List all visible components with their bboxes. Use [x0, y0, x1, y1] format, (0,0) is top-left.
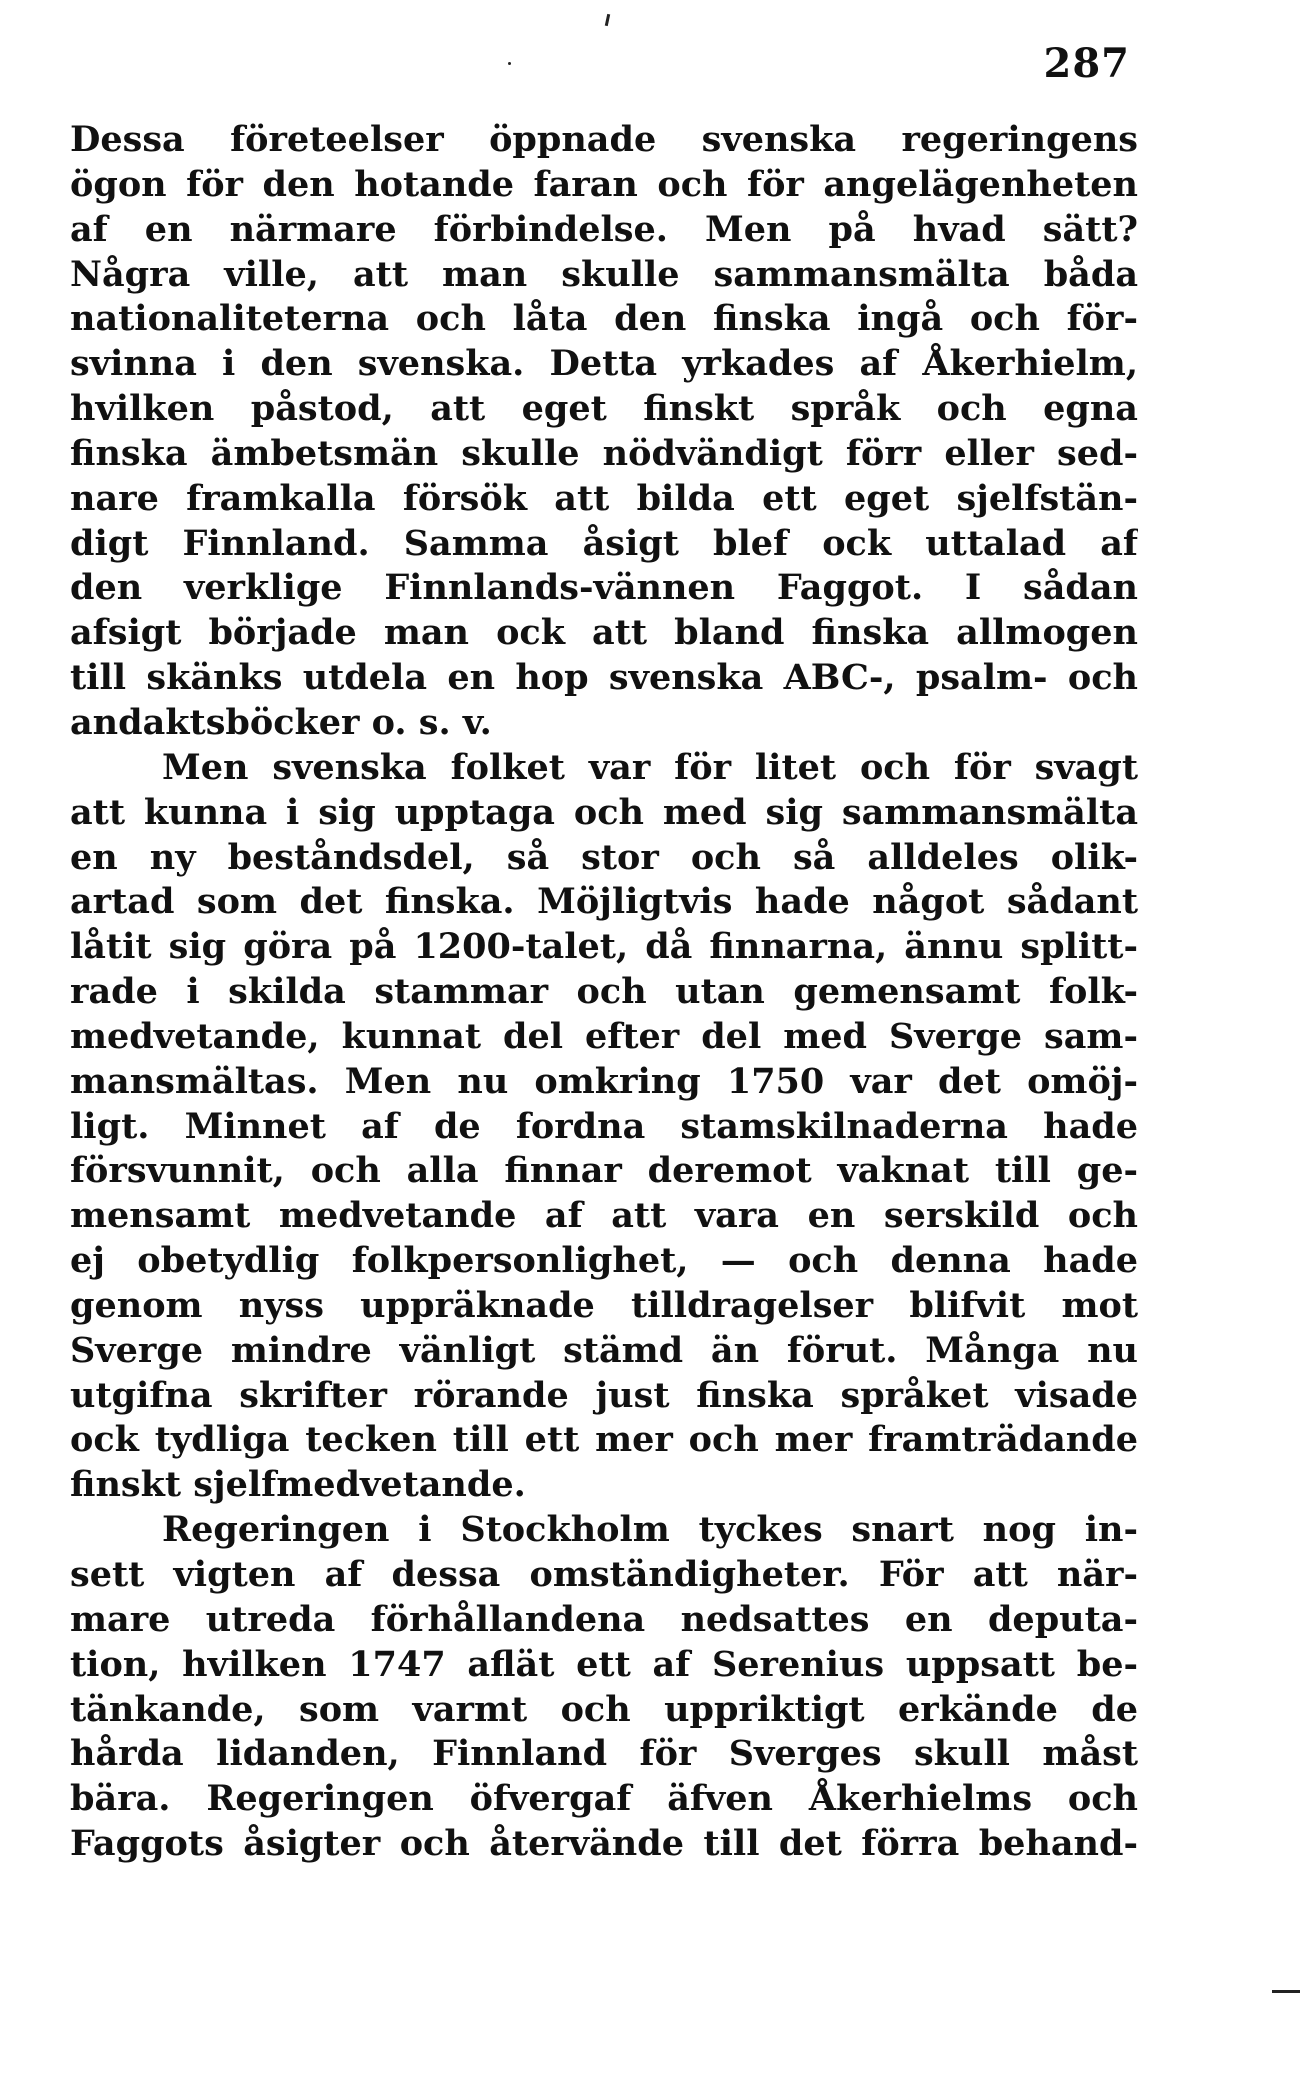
text-line: ej obetydlig folkpersonlighet, — och denna hade: [70, 1240, 1138, 1282]
text-line: ligt. Minnet af de fordna stamskilnaderna hade: [70, 1105, 1138, 1147]
text-line: finska ämbetsmän skulle nödvändigt förr eller sed-: [70, 432, 1138, 474]
text-line: utgifna skrifter rörande just finska språket visade: [70, 1374, 1138, 1416]
print-speck: [508, 62, 511, 65]
text-line: hvilken påstod, att eget finskt språk och egna: [70, 388, 1138, 430]
text-line: nare framkalla försök att bilda ett eget sjelfstän-: [70, 477, 1138, 519]
text-line: Dessa företeelser öppnade svenska regeringens: [70, 119, 1138, 160]
text-line: till skänks utdela en hop svenska ABC-, psalm- och: [70, 657, 1138, 699]
text-line: Några ville, att man skulle sammansmälta båda: [70, 253, 1138, 295]
text-line: nationaliteterna och låta den finska ingå och för-: [70, 298, 1138, 340]
text-line: finskt sjelfmedvetande.: [70, 1464, 526, 1506]
text-line: genom nyss uppräknade tilldragelser blifvit mot: [70, 1284, 1138, 1326]
text-line: ögon för den hotande faran och för angelägenheten: [70, 163, 1138, 205]
text-line: hårda lidanden, Finnland för Sverges skull måst: [70, 1733, 1138, 1775]
text-line: låtit sig göra på 1200-talet, då finnarna, ännu splitt-: [70, 926, 1138, 968]
text-line: rade i skilda stammar och utan gemensamt folk-: [70, 971, 1138, 1013]
text-line: mansmältas. Men nu omkring 1750 var det omöj-: [70, 1060, 1138, 1102]
text-line: mensamt medvetande af att vara en serskild och: [70, 1195, 1138, 1237]
text-line: ock tydliga tecken till ett mer och mer framträdande: [70, 1419, 1138, 1461]
text-line: mare utreda förhållandena nedsattes en deputa-: [70, 1598, 1138, 1640]
page-number: 287: [1043, 40, 1130, 87]
text-line: Sverge mindre vänligt stämd än förut. Många nu: [70, 1329, 1138, 1371]
text-line: att kunna i sig upptaga och med sig sammansmälta: [70, 791, 1138, 833]
text-line: tion, hvilken 1747 aflät ett af Serenius uppsatt be-: [70, 1643, 1138, 1685]
text-line: sett vigten af dessa omständigheter. För att när-: [70, 1554, 1138, 1595]
text-line: Regeringen i Stockholm tyckes snart nog in-: [162, 1509, 1138, 1551]
text-line: digt Finnland. Samma åsigt blef ock uttalad af: [70, 522, 1138, 564]
text-line: af en närmare förbindelse. Men på hvad sätt?: [70, 208, 1138, 250]
text-line: andaktsböcker o. s. v.: [70, 701, 492, 743]
text-line: tänkande, som varmt och uppriktigt erkände de: [70, 1688, 1138, 1730]
margin-mark: [1272, 1990, 1300, 1993]
text-line: en ny beståndsdel, så stor och så alldeles olik-: [70, 836, 1138, 878]
text-line: svinna i den svenska. Detta yrkades af Åkerhielm,: [70, 343, 1138, 385]
text-line: afsigt började man ock att bland finska allmogen: [70, 612, 1138, 654]
print-speck: [605, 14, 610, 26]
text-line: försvunnit, och alla finnar deremot vaknat till ge-: [70, 1150, 1138, 1192]
text-line: bära. Regeringen öfvergaf äfven Åkerhielms och: [70, 1778, 1138, 1820]
body-text: [70, 118, 1138, 1867]
text-line: artad som det finska. Möjligtvis hade något sådant: [70, 881, 1138, 923]
text-line: Men svenska folket var för litet och för svagt: [162, 746, 1138, 788]
text-line: den verklige Finnlands-vännen Faggot. I sådan: [70, 567, 1138, 609]
text-line: medvetande, kunnat del efter del med Sverge sam-: [70, 1015, 1138, 1057]
text-line: Faggots åsigter och återvände till det förra behand-: [70, 1823, 1138, 1865]
